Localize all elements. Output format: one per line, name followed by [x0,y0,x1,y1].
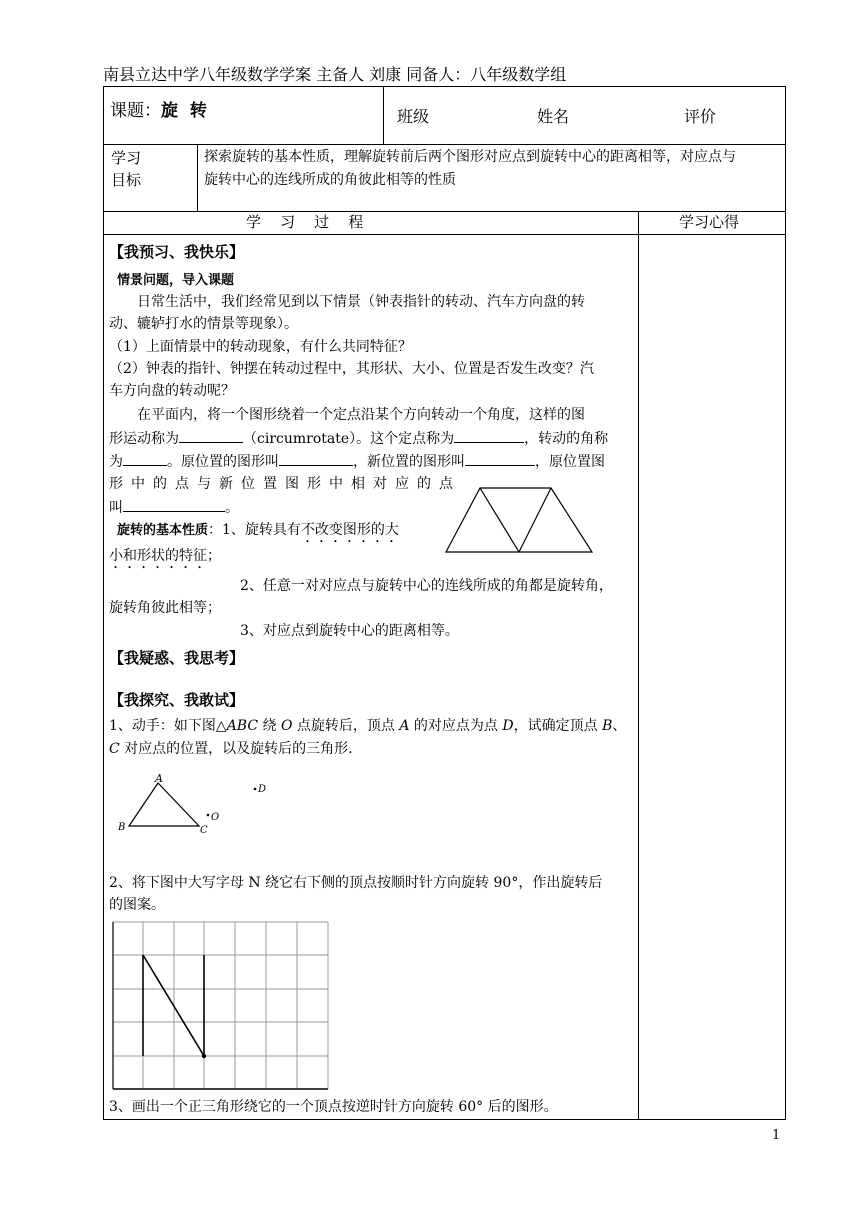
question-1: （1）上面情景中的转动现象，有什么共同特征？ [109,339,412,355]
properties-line2 [109,546,221,572]
definition-line4: 形中的点与新位置图形中相对应的点 [109,476,461,492]
property-1-d: ； [207,548,221,564]
definition-line2-a: 形运动称为 [109,431,179,447]
definition-line5-a: 叫 [109,500,123,516]
e1-mid: 绕 [258,718,281,734]
title-row-divider [383,86,384,145]
n-rotation-vertex [202,1054,206,1058]
title-label-group [110,101,207,122]
preview-para1-line1: 日常生活中，我们经常见到以下情景（钟表指针的转动、汽车方向盘的转 [137,294,585,310]
property-1-c: 小和形状的特征 [109,548,207,564]
label-a: A [155,772,163,785]
point-d [254,788,257,791]
blank-6 [123,497,225,512]
point-o [207,814,210,817]
exercise-3: 3、画出一个正三角形绕它的一个顶点按逆时针方向旋转 60° 后的图形。 [109,1099,558,1115]
preview-heading: 【我预习、我快乐】 [109,243,245,261]
trapezoid-figure [440,484,600,556]
page-number: 1 [772,1128,781,1143]
e1-a: A [399,718,410,734]
exercise-2-line1: 2、将下图中大写字母 N 绕它右下侧的顶点按顺时针方向旋转 90°，作出旋转后 [109,875,603,891]
goal-row-divider [197,144,198,212]
definition-line3-d: ，原位置图 [535,454,605,470]
definition-line3-a: 为 [109,454,123,470]
class-label: 班级 [397,107,430,126]
property-2-line1: 2、任意一对对应点与旋转中心的连线所成的角都是旋转角， [240,578,613,594]
exercise-1-line1 [109,716,626,737]
label-d: D [258,784,267,795]
e1-end: 、 [612,718,627,734]
properties-label: 旋转的基本性质 [117,523,209,538]
blank-2 [454,428,524,443]
properties-line1 [117,520,399,546]
question-2-line2: 车方向盘的转动呢？ [109,383,235,399]
definition-line5-b: 。 [225,500,239,516]
e1-d: D [502,718,514,734]
e1-mid2: 点旋转后，顶点 [292,718,400,734]
label-o: O [211,812,220,823]
property-1-a: ：1、旋转具有 [208,522,301,538]
preview-para1-line2: 动、辘轳打水的情景等现象）。 [109,316,298,332]
process-header: 学 习 过 程 [246,213,364,231]
explore-heading: 【我探究、我敢试】 [109,691,245,709]
label-c: C [200,825,208,836]
title-label: 课题： [110,101,161,121]
definition-line2-b: （circumrotate）。这个定点称为 [243,431,455,447]
e1-mid3: 的对应点为点 [409,718,503,734]
goal-label-line1: 学习 [111,149,142,167]
goal-text-line2: 旋转中心的连线所成的角彼此相等的性质 [204,172,456,188]
triangle-abc [129,783,199,826]
definition-line1: 在平面内，将一个图形绕着一个定点沿某个方向转动一个角度，这样的图 [137,407,585,423]
property-2-line2: 旋转角彼此相等； [109,600,221,616]
definition-line2-c: ，转动的角称 [524,431,609,447]
definition-line5 [109,497,239,519]
e1-b: B [602,718,613,734]
label-b: B [118,822,126,833]
definition-line3 [109,451,605,473]
e1-rest: 对应点的位置，以及旋转后的三角形. [119,741,353,757]
blank-5 [465,451,535,466]
trapezoid-outline [446,488,592,552]
definition-line3-c: ，新位置的图形叫 [353,454,465,470]
exercise-2-line2: 的图案。 [109,897,165,913]
notes-header: 学习心得 [679,213,740,231]
goal-text-line1: 探索旋转的基本性质，理解旋转前后两个图形对应点到旋转中心的距离相等，对应点与 [204,149,736,165]
goal-label-line2: 目标 [111,171,142,189]
preview-subheading: 情景问题，导入课题 [117,273,235,288]
blank-4 [279,451,353,466]
evaluation-label: 评价 [684,107,717,126]
trapezoid-diagonal-2 [519,488,551,552]
property-1-b: 不改变图形的大 [300,522,399,538]
question-2-line1: （2）钟表的指针、钟摆在转动过程中，其形状、大小、位置是否发生改变？汽 [109,361,594,377]
definition-line2 [109,428,608,450]
blank-3 [123,451,167,466]
blank-1 [179,428,243,443]
e1-post: ，试确定顶点 [513,718,603,734]
n-grid-figure [110,918,332,1094]
property-3: 3、对应点到旋转中心的距离相等。 [240,623,459,639]
e1-pre: 1、动手：如下图△ [109,718,227,734]
doubt-heading: 【我疑惑、我思考】 [109,649,245,667]
definition-line3-b: 。原位置的图形叫 [167,454,279,470]
grid-lines [113,922,328,1089]
page-header: 南县立达中学八年级数学学案 主备人 刘康 同备人：八年级数学组 [103,65,567,84]
e1-c: C [109,741,120,757]
e1-abc: ABC [226,718,259,734]
triangle-abc-figure [112,770,282,836]
exercise-1-line2 [109,739,353,760]
trapezoid-diagonal-1 [480,488,519,552]
lesson-title: 旋 转 [161,101,207,121]
name-label: 姓名 [537,107,570,126]
e1-o: O [280,718,293,734]
body-column-divider [638,211,639,1120]
